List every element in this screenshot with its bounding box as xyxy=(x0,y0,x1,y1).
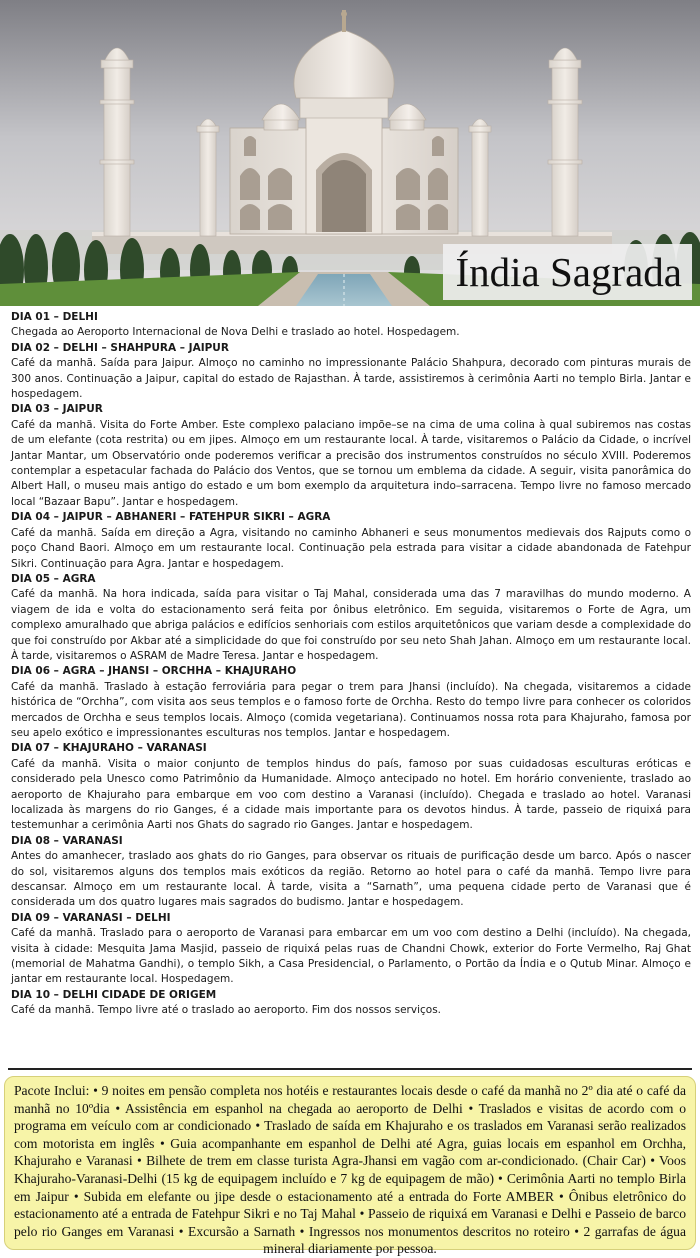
day-section xyxy=(11,911,691,988)
page-title: Índia Sagrada xyxy=(455,249,682,295)
day-description: Café da manhã. Visita do Forte Amber. Este complexo palaciano impõe–se na cima de uma colina à qual subiremos nas costas de um elefante (cota restrita) ou em jipes. Almoço em um restaurante local. À tarde, visitaremos o Palácio da Cidade, o incrível Jantar Mantar, um Observatório onde poderemos verificar a precisão dos instrumentos construídos no século XVIII. Poderemos contemplar a espetacular fachada do Palácio dos Ventos, que se tornou um emblema da cidade. A seguir, visita panorâmica do Albert Hall, o museu mais antigo do estado e um bom exemplo da arquitetura indo–sarracena. Tempo livre no famoso mercado local “Bazaar Bapu”. Jantar e hospedagem. xyxy=(11,418,691,508)
day-description: Café da manhã. Visita o maior conjunto de templos hindus do país, famoso por suas cuidadosas esculturas eróticas e considerado pela Unesco como Patrimônio da Humanidade. Almoço antecipado no hotel. Em horário conveniente, traslado ao aeroporto de Khajuraho para embarque em voo com destino a Varanasi (incluído). Chegada e traslado ao hotel. Varanasi localizada às margens do rio Ganges, é a cidade mais importante para os devotos hindus. À tarde, passeio de riquixá para testemunhar a cerimônia Aarti nos Ghats do sagrado rio Ganges. Jantar e hospedagem. xyxy=(11,757,691,832)
day-description: Antes do amanhecer, traslado aos ghats do rio Ganges, para observar os rituais de purificação desde um barco. Após o nascer do sol, visitaremos alguns dos templos mais exóticos da região. Retorno ao hotel para o café da manhã. Tempo livre para descansar. Almoço em um restaurante local. À tarde, visita a “Sarnath”, uma pequena cidade perto de Varanasi que é considerada um dos quatro lugares mais sagrados do budismo. Jantar e hospedagem. xyxy=(11,850,691,909)
day-title: DIA 07 – KHAJURAHO – VARANASI xyxy=(11,742,207,755)
day-title: DIA 01 – DELHI xyxy=(11,311,98,323)
day-section xyxy=(11,341,691,403)
day-description: Chegada ao Aeroporto Internacional de Nova Delhi e traslado ao hotel. Hospedagem. xyxy=(11,326,460,339)
package-includes-box xyxy=(4,1076,696,1257)
day-title: DIA 03 – JAIPUR xyxy=(11,403,103,416)
day-section xyxy=(11,310,691,341)
title-box xyxy=(443,244,692,300)
itinerary xyxy=(11,310,691,1019)
day-section xyxy=(11,834,691,911)
day-section xyxy=(11,572,691,664)
day-section xyxy=(11,664,691,741)
package-includes-text: Pacote Inclui: • 9 noites em pensão completa nos hotéis e restaurantes locais desde o café da manhã no 2º dia até o café da manhã no 10ºdia • Assistência em espanhol na chegada ao aeroporto de Delhi • Traslados e visitas de acordo com o programa em veículo com ar condicionado • Traslado de saída em Khajuraho e os traslados em Varanasi serão realizados com motorista em inglês • Guia acompanhante em espanhol de Delhi até Agra, guias locais em espanhol em Orchha, Khajuraho e Varanasi • Bilhete de trem em classe turista Agra-Jhansi em vagão com ar-condicionado. (Chair Car) • Voos Khajuraho-Varanasi-Delhi (15 kg de equipagem incluído e 7 kg de equipagem de mão) • Cerimônia Aarti no templo Birla em Jaipur • Subida em elefante ou jipe desde o estacionamento até a entrada do Forte AMBER • Ônibus eletrônico do estacionamento até a entrada de Fatehpur Sikri e no Taj Mahal • Passeio de riquixá em Varanasi e Delhi e Passeio de barco pelo rio Ganges em Varanasi • Excursão a Sarnath • Ingressos nos monumentos descritos no roteiro • 2 garrafas de água mineral diariamente por pessoa. xyxy=(14,1083,686,1257)
day-title: DIA 05 – AGRA xyxy=(11,572,96,585)
day-description: Café da manhã. Saída para Jaipur. Almoço no caminho no impressionante Palácio Shahpura, decorado com pinturas murais de 300 anos. Continuação a Jaipur, capital do estado de Rajasthan. À tarde, assistiremos à cerimônia Aarti no templo Birla. Jantar e hospedagem. xyxy=(11,357,691,401)
day-title: DIA 04 – JAIPUR – ABHANERI – FATEHPUR SIKRI – AGRA xyxy=(11,511,331,524)
day-description: Café da manhã. Traslado à estação ferroviária para pegar o trem para Jhansi (incluído). Na chegada, visitaremos a cidade histórica de “Orchha”, com visita aos seus templos e o famoso forte de Orchha. Resto do tempo livre para conhecer os coloridos mercados de Orchha e seus templos locais. Almoço (comida vegetariana). Continuamos nossa rota para Khajuraho, famosa por seu apelo exótico e impressionantes esculturas nos templos. Jantar e hospedagem. xyxy=(11,680,691,739)
day-description: Café da manhã. Traslado para o aeroporto de Varanasi para embarcar em um voo com destino a Delhi (incluído). Na chegada, visita à cidade: Mesquita Jama Masjid, passeio de riquixá pelas ruas de Chandni Chowk, exterior do Forte Vermelho, Raj Ghat (memorial de Mahatma Gandhi), o templo Sikh, a Casa Presidencial, o Parlamento, o Portão da Índia e o Qutub Minar. Almoço e jantar em restaurante local. Hospedagem. xyxy=(11,927,691,986)
day-description: Café da manhã. Tempo livre até o traslado ao aeroporto. Fim dos nossos serviços. xyxy=(11,1004,442,1017)
section-divider xyxy=(8,1068,692,1070)
day-section xyxy=(11,988,691,1019)
day-section xyxy=(11,741,691,833)
day-title: DIA 02 – DELHI – SHAHPURA – JAIPUR xyxy=(11,341,229,354)
day-description: Café da manhã. Na hora indicada, saída para visitar o Taj Mahal, considerada uma das 7 maravilhas do mundo moderno. A viagem de ida e volta do estacionamento será feita por ônibus eletrônico. Em seguida, visitaremos o Forte de Agra, um complexo amuralhado que abriga palácios e edifícios senhoriais com estilos arquitetônicos que variam desde a complexidade do que foi construído por Akbar até a simplicidade do que foi construído por seu neto Shah Jahan. Almoço em um restaurante local. À tarde, visitaremos o ASRAM de Madre Teresa. Jantar e hospedagem. xyxy=(11,588,691,662)
day-title: DIA 08 – VARANASI xyxy=(11,834,123,847)
hero-photo xyxy=(0,0,700,306)
day-title: DIA 09 – VARANASI – DELHI xyxy=(11,911,171,924)
day-section xyxy=(11,402,691,510)
day-description: Café da manhã. Saída em direção a Agra, visitando no caminho Abhaneri e seus monumentos medievais dos Rajputs como o poço Chand Baori. Almoço em um restaurante local. Continuação pela estrada para visitar a cidade abandonada de Fatehpur Sikri. Continuação para Agra. Jantar e hospedagem. xyxy=(11,526,691,570)
day-title: DIA 10 – DELHI CIDADE DE ORIGEM xyxy=(11,988,217,1001)
day-title: DIA 06 – AGRA – JHANSI – ORCHHA – KHAJURAHO xyxy=(11,665,297,678)
day-section xyxy=(11,510,691,572)
